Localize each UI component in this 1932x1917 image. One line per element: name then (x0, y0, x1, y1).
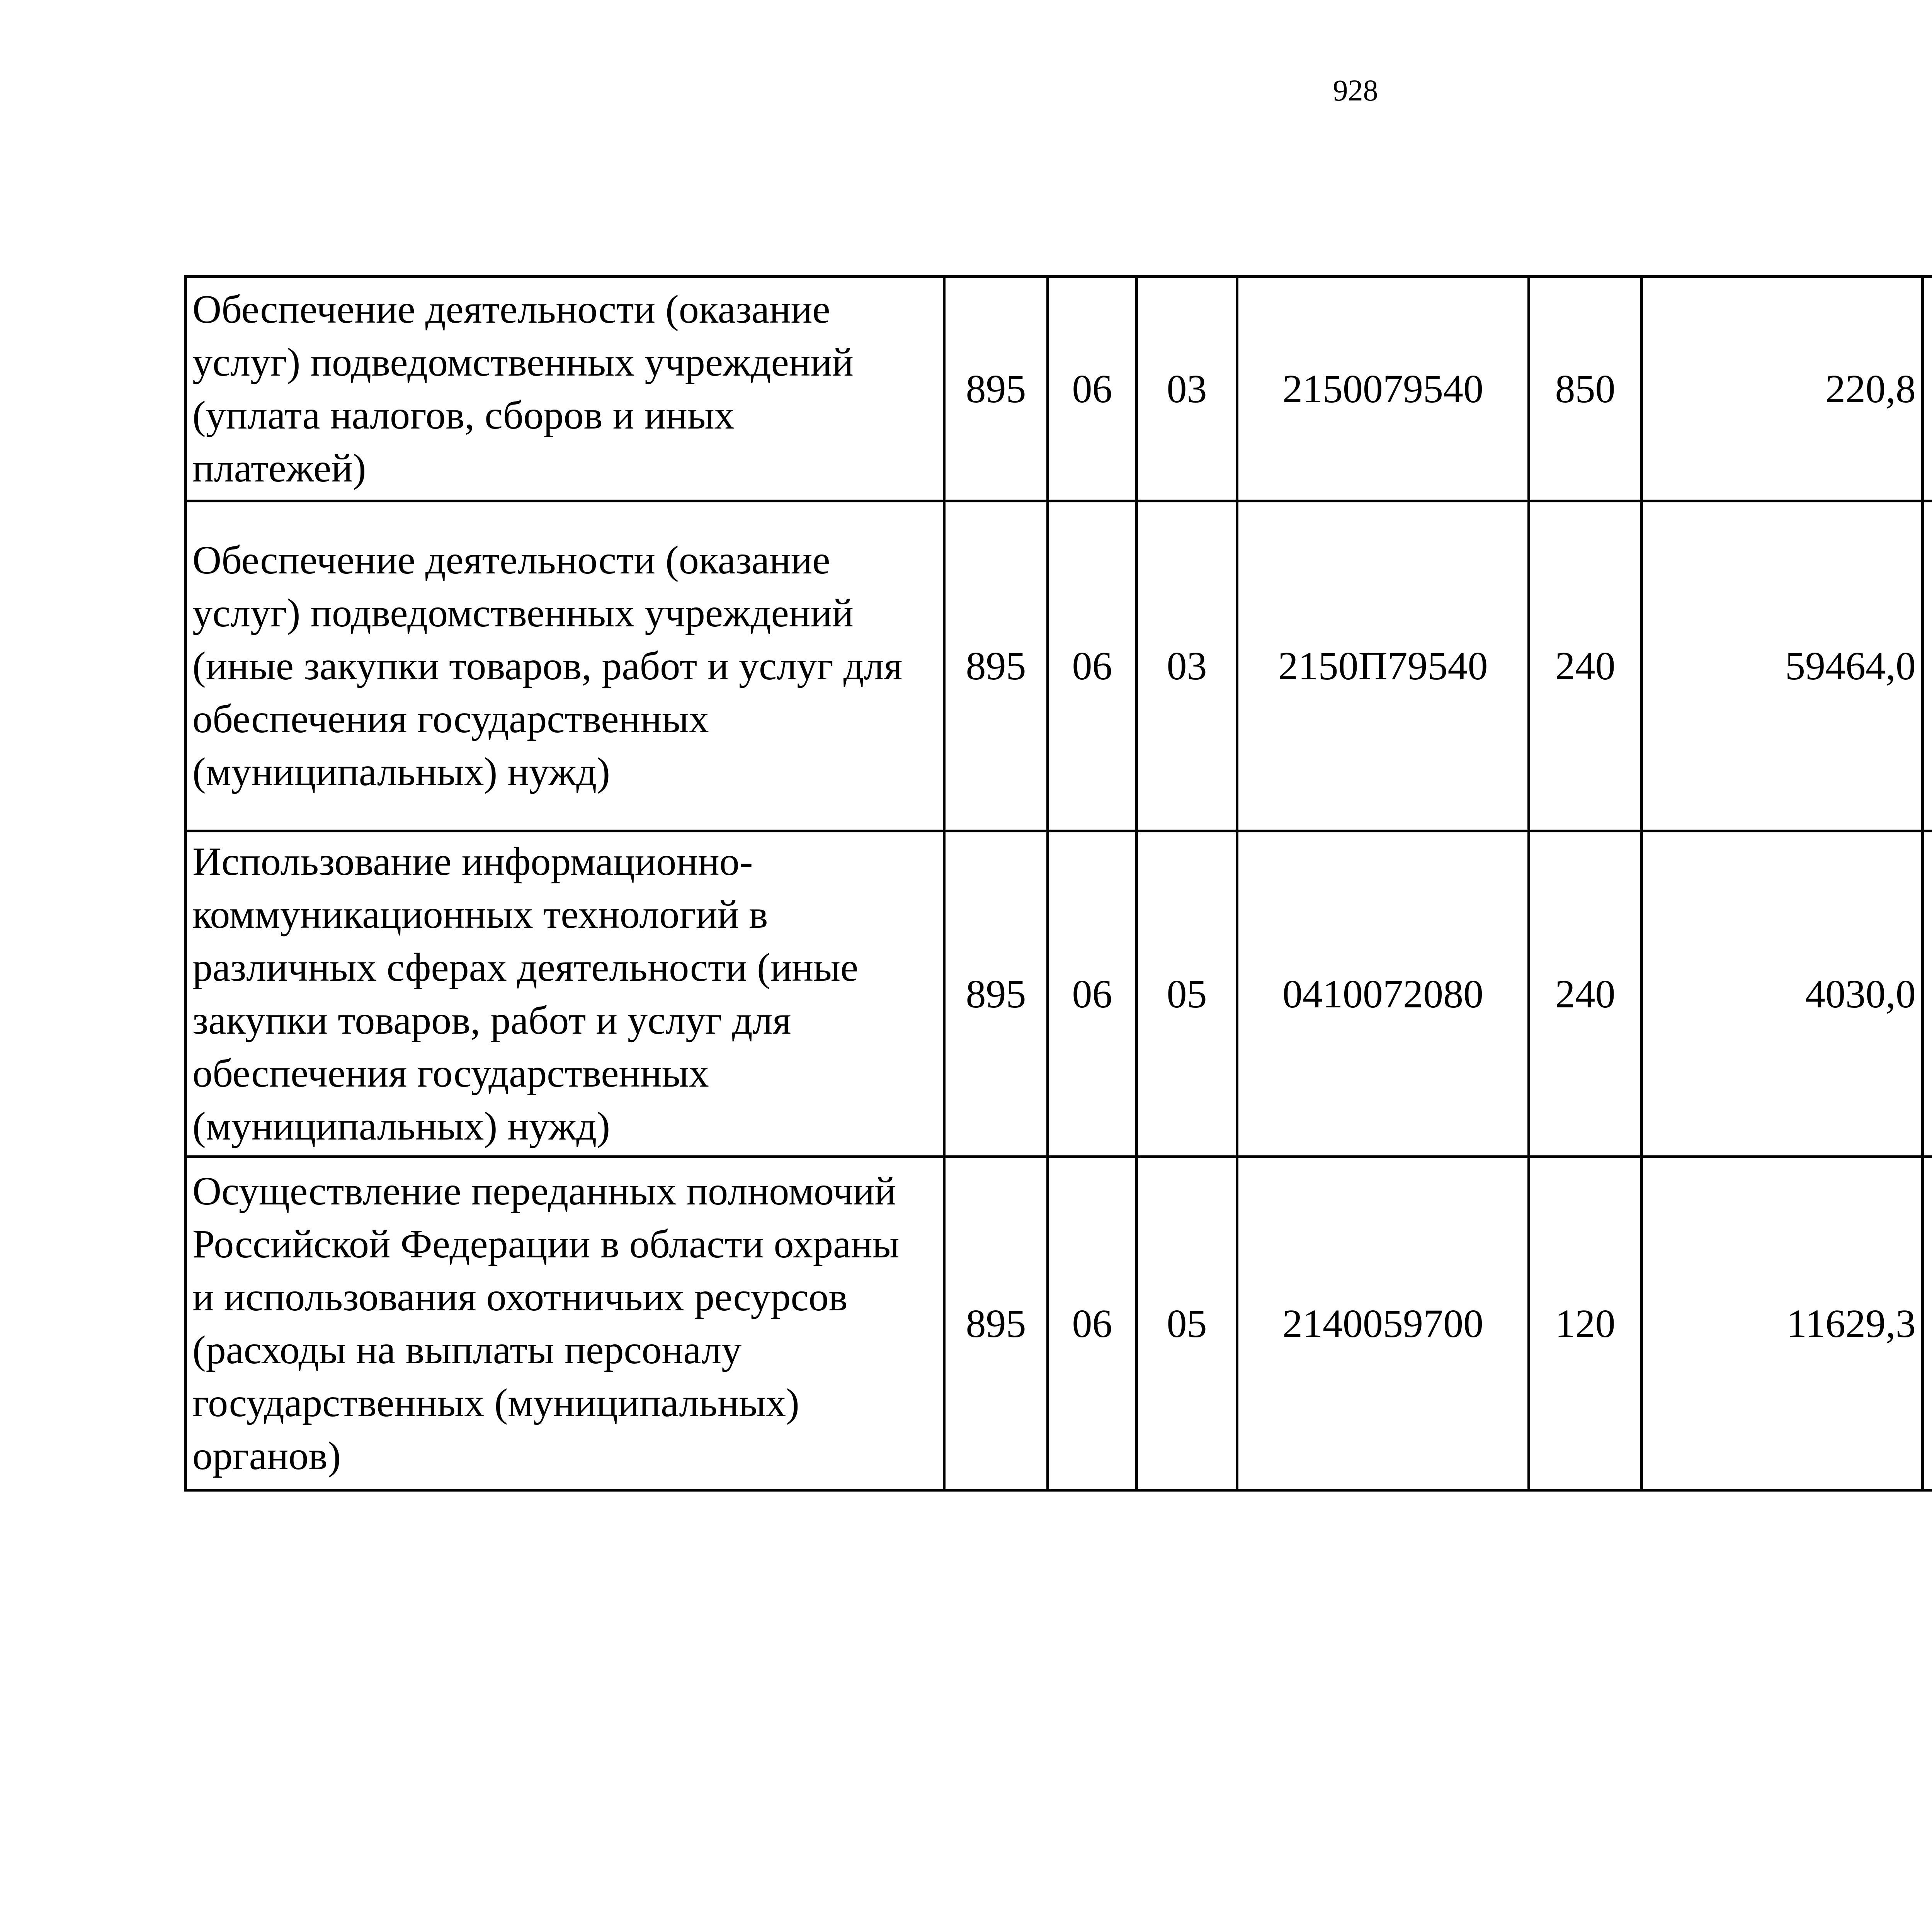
section-code: 06 (1048, 277, 1137, 501)
grbs-code: 895 (944, 1157, 1048, 1490)
row-description: Использование информационно- коммуникационных технологий в различных сферах деятельности (иные закупки товаров, работ и услуг для обеспечения государственных (муниципальных) нужд) (186, 831, 944, 1157)
sum-year-1: 220,8 (1642, 277, 1923, 501)
expense-type-code: 120 (1529, 1157, 1642, 1490)
subsection-code: 05 (1137, 1157, 1237, 1490)
sum-year-2 (1923, 501, 1932, 831)
expense-type-code: 850 (1529, 277, 1642, 501)
subsection-code: 03 (1137, 277, 1237, 501)
sum-year-2 (1923, 277, 1932, 501)
sum-year-1: 4030,0 (1642, 831, 1923, 1157)
expense-type-code: 240 (1529, 831, 1642, 1157)
table-row (186, 1157, 1932, 1490)
sum-year-2 (1923, 831, 1932, 1157)
page-number: 928 (1333, 73, 1378, 107)
expense-type-code: 240 (1529, 501, 1642, 831)
target-article-code: 2140059700 (1237, 1157, 1529, 1490)
table-row (186, 831, 1932, 1157)
section-code: 06 (1048, 831, 1137, 1157)
subsection-code: 03 (1137, 501, 1237, 831)
target-article-code: 2150П79540 (1237, 501, 1529, 831)
row-description: Обеспечение деятельности (оказание услуг) подведомственных учреждений (иные закупки товаров, работ и услуг для обеспечения государственных (муниципальных) нужд) (186, 501, 944, 831)
sum-year-1: 59464,0 (1642, 501, 1923, 831)
table-row (186, 277, 1932, 501)
target-article-code: 2150079540 (1237, 277, 1529, 501)
sum-year-2 (1923, 1157, 1932, 1490)
section-code: 06 (1048, 501, 1137, 831)
budget-table (184, 275, 1932, 1492)
row-description: Обеспечение деятельности (оказание услуг) подведомственных учреждений (уплата налогов, сборов и иных платежей) (186, 277, 944, 501)
grbs-code: 895 (944, 831, 1048, 1157)
grbs-code: 895 (944, 501, 1048, 831)
sum-year-1: 11629,3 (1642, 1157, 1923, 1490)
section-code: 06 (1048, 1157, 1137, 1490)
target-article-code: 0410072080 (1237, 831, 1529, 1157)
grbs-code: 895 (944, 277, 1048, 501)
subsection-code: 05 (1137, 831, 1237, 1157)
table-row (186, 501, 1932, 831)
row-description: Осуществление переданных полномочий Российской Федерации в области охраны и использования охотничьих ресурсов (расходы на выплаты персоналу государственных (муниципальных) органов) (186, 1157, 944, 1490)
